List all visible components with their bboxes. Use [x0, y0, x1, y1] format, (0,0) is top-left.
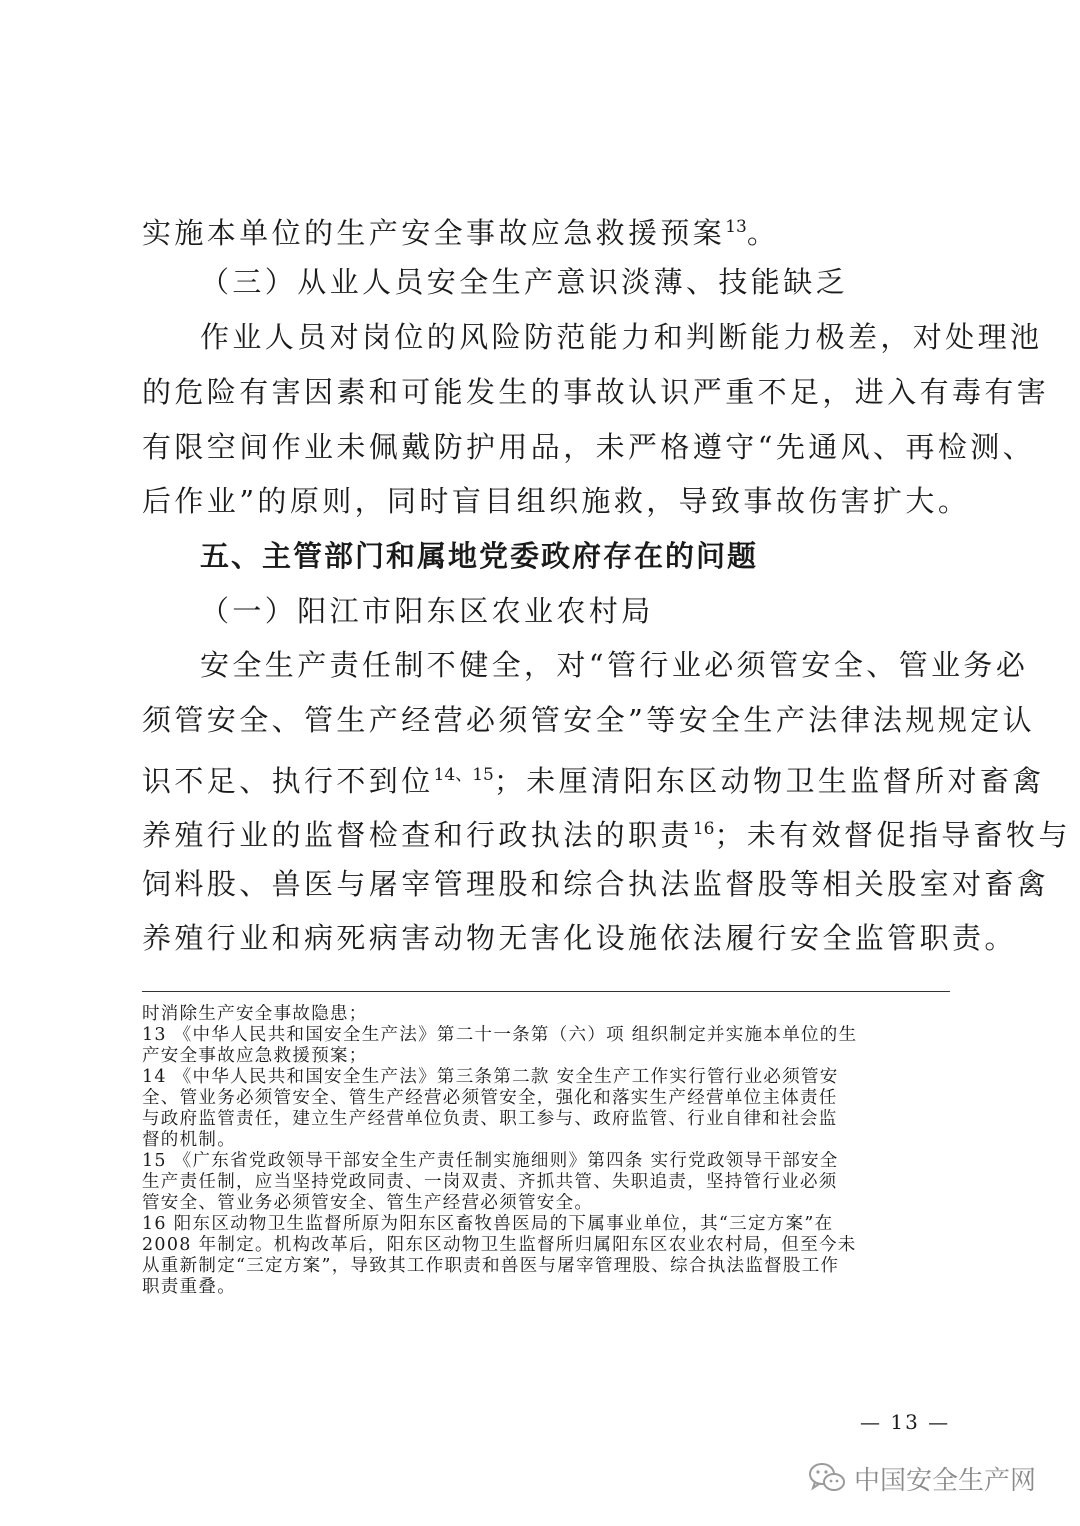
text: ；未有效督促指导畜牧与 — [714, 818, 1071, 852]
footnote-line: 全、管业务必须管安全、管生产经营必须管安全，强化和落实生产经营单位主体责任 — [142, 1088, 838, 1108]
paragraph-line: 的危险有害因素和可能发生的事故认识严重不足，进入有毒有害 — [142, 375, 1050, 409]
paragraph-line: 有限空间作业未佩戴防护用品，未严格遵守“先通风、再检测、 — [142, 430, 1036, 464]
paragraph-line: 后作业”的原则，同时盲目组织施救，导致事故伤害扩大。 — [142, 484, 971, 518]
paragraph-line: 须管安全、管生产经营必须管安全”等安全生产法律法规规定认 — [142, 703, 1036, 737]
section-heading: 五、主管部门和属地党委政府存在的问题 — [200, 539, 759, 573]
body-line — [142, 207, 780, 250]
text: 。 — [746, 216, 780, 250]
paragraph-line: 饲料股、兽医与屠宰管理股和综合执法监督股等相关股室对畜禽 — [142, 867, 1050, 901]
footnote-line: 13 《中华人民共和国安全生产法》第二十一条第（六）项 组织制定并实施本单位的生 — [142, 1025, 858, 1045]
text: 实施本单位的生产安全事故应急救援预案 — [142, 216, 726, 250]
footnote-line: 管安全、管业务必须管安全、管生产经营必须管安全。 — [142, 1193, 594, 1213]
footnote-ref-13: 13 — [725, 217, 747, 237]
footnote-ref-16: 16 — [692, 819, 715, 839]
page-number: — 13 — — [860, 1410, 951, 1434]
paragraph-line: 养殖行业和病死病害动物无害化设施依法履行安全监管职责。 — [142, 921, 1017, 955]
text: ；未厘清阳东区动物卫生监督所对畜禽 — [493, 764, 1045, 798]
text: 识不足、执行不到位 — [142, 764, 434, 798]
paragraph-line: 作业人员对岗位的风险防范能力和判断能力极差，对处理池 — [200, 320, 1043, 354]
footnote-line: 15 《广东省党政领导干部安全生产责任制实施细则》第四条 实行党政领导干部安全 — [142, 1151, 839, 1171]
footnote-ref-14-15: 14、15 — [433, 765, 494, 785]
footnote-line: 时消除生产安全事故隐患； — [142, 1004, 368, 1024]
footnote-line: 与政府监管责任，建立生产经营单位负责、职工参与、政府监管、行业自律和社会监 — [142, 1109, 838, 1129]
subheading: （三）从业人员安全生产意识淡薄、技能缺乏 — [200, 265, 849, 299]
paragraph-line: 安全生产责任制不健全，对“管行业必须管安全、管业务必 — [200, 648, 1029, 682]
text: 养殖行业的监督检查和行政执法的职责 — [142, 818, 693, 852]
subheading: （一）阳江市阳东区农业农村局 — [200, 594, 654, 628]
wechat-icon — [808, 1462, 846, 1494]
paragraph-line — [142, 755, 1045, 798]
watermark-text: 中国安全生产网 — [854, 1465, 1037, 1496]
paragraph-line — [142, 809, 1071, 852]
footnote-line: 14 《中华人民共和国安全生产法》第三条第二款 安全生产工作实行管行业必须管安 — [142, 1067, 839, 1087]
footnote-line: 督的机制。 — [142, 1130, 236, 1150]
footnote-line: 2008 年制定。机构改革后，阳东区动物卫生监督所归属阳东区农业农村局，但至今未 — [142, 1235, 857, 1255]
footnote-line: 从重新制定“三定方案”，导致其工作职责和兽医与屠宰管理股、综合执法监督股工作 — [142, 1256, 840, 1276]
footnote-line: 职责重叠。 — [142, 1277, 236, 1297]
footnote-line: 产安全事故应急救援预案； — [142, 1046, 368, 1066]
watermark — [808, 1458, 1036, 1498]
footnote-divider — [142, 991, 950, 992]
footnote-line: 16 阳东区动物卫生监督所原为阳东区畜牧兽医局的下属事业单位，其“三定方案”在 — [142, 1214, 834, 1234]
footnote-line: 生产责任制，应当坚持党政同责、一岗双责、齐抓共管、失职追责，坚持管行业必须 — [142, 1172, 838, 1192]
